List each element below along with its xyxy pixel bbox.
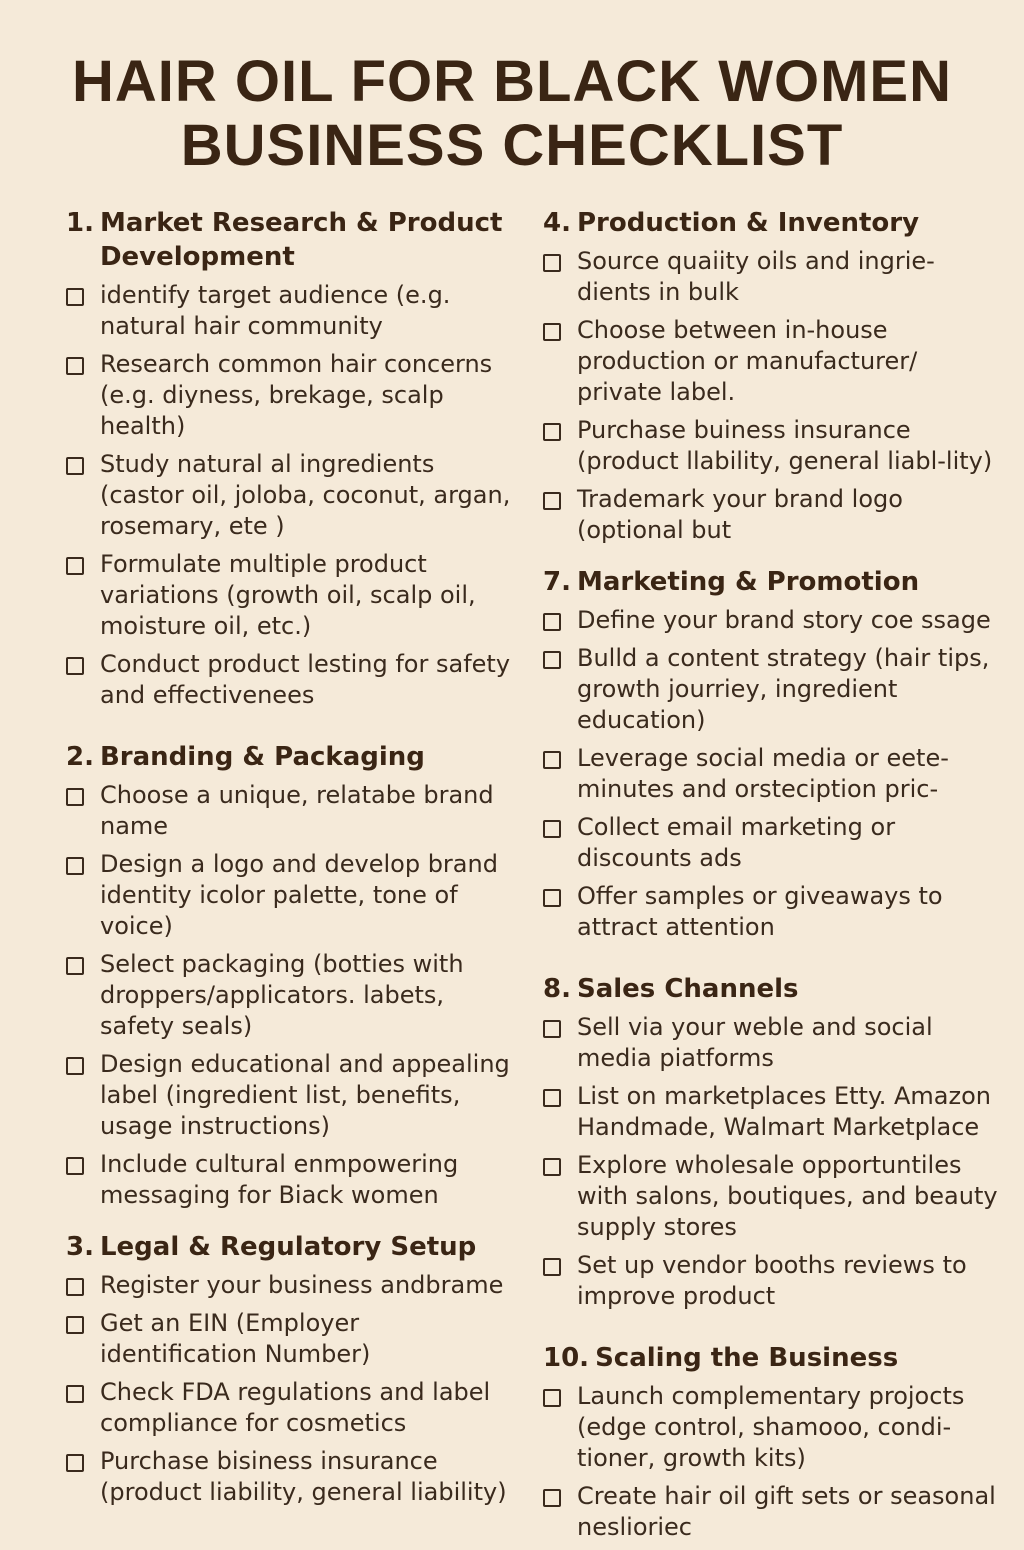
title-line-1: HAIR OIL FOR BLACK WOMEN	[72, 49, 952, 114]
section-title: Legal & Regulatory Setup	[99, 1232, 477, 1262]
checklist-item	[543, 484, 1003, 546]
item-label: Design a logo and develop brand identity icolor palette, tone of voice)	[100, 850, 498, 940]
item-label: Explore wholesale opportuntiles with salons, boutiques, and beauty supply stores	[577, 1151, 998, 1241]
item-label: Collect email marketing or discounts ads	[577, 813, 896, 872]
checklist-item	[543, 1150, 1003, 1243]
checklist	[66, 1270, 521, 1508]
checklist-item	[66, 1377, 521, 1439]
section-scaling	[543, 1341, 1003, 1543]
checklist	[543, 246, 1003, 546]
checklist-item	[543, 315, 1003, 408]
checkbox[interactable]	[543, 1489, 561, 1507]
checklist-item	[66, 549, 521, 642]
checkbox[interactable]	[66, 657, 84, 675]
checkbox[interactable]	[543, 820, 561, 838]
section-number: 3.	[66, 1232, 94, 1262]
checkbox[interactable]	[66, 357, 84, 375]
item-label: Get an EIN (Employer identification Number)	[100, 1309, 371, 1368]
checkbox[interactable]	[543, 1158, 561, 1176]
checkbox[interactable]	[66, 557, 84, 575]
section-number: 4.	[543, 208, 571, 238]
section-heading	[543, 206, 1003, 240]
section-marketing	[543, 565, 1003, 943]
item-label: Launch complementary projocts (edge control, shamooo, condi-tioner, growth kits)	[577, 1382, 965, 1472]
checklist-item	[66, 780, 521, 842]
checklist	[543, 605, 1003, 943]
item-label: Trademark your brand logo (optional but	[577, 485, 903, 544]
section-legal	[66, 1230, 521, 1508]
checklist	[543, 1381, 1003, 1543]
item-label: Bulld a content strategy (hair tips, growth jourriey, ingredient education)	[577, 644, 990, 734]
checklist	[66, 280, 521, 711]
item-label: Create hair oil gift sets or seasonal neslioriec	[577, 1482, 996, 1541]
section-title: Sales Channels	[576, 974, 799, 1004]
section-sales-channels	[543, 972, 1003, 1312]
item-label: Purchase bisiness insurance (product liability, general liability)	[100, 1447, 507, 1506]
checklist-item	[66, 1049, 521, 1142]
item-label: Research common hair concerns (e.g. diyness, brekage, scalp health)	[100, 350, 493, 440]
checkbox[interactable]	[66, 857, 84, 875]
section-spacer	[543, 950, 1003, 972]
checkbox[interactable]	[543, 751, 561, 769]
checkbox[interactable]	[543, 1089, 561, 1107]
item-label: Leverage social media or eete-minutes and orsteciption pric-	[577, 744, 949, 803]
item-label: Choose a unique, relatabe brand name	[100, 781, 494, 840]
section-title: Scaling the Business	[595, 1343, 899, 1373]
checklist-item	[543, 643, 1003, 736]
section-heading	[543, 972, 1003, 1006]
checkbox[interactable]	[543, 613, 561, 631]
item-label: Choose between in-house production or manufacturer/ private label.	[577, 316, 918, 406]
checklist-item	[543, 415, 1003, 477]
section-number: 7.	[543, 567, 571, 597]
checkbox[interactable]	[543, 889, 561, 907]
checklist-item	[66, 349, 521, 442]
checkbox[interactable]	[543, 1389, 561, 1407]
checklist-item	[66, 1149, 521, 1211]
checklist-item	[543, 605, 1003, 636]
page-title	[0, 50, 1024, 178]
section-spacer	[543, 1319, 1003, 1341]
section-heading	[543, 565, 1003, 599]
section-heading	[66, 1230, 521, 1264]
checkbox[interactable]	[543, 492, 561, 510]
checkbox[interactable]	[66, 1385, 84, 1403]
checklist-item	[66, 949, 521, 1042]
checklist-item	[543, 1250, 1003, 1312]
item-label: Source quaiity oils and ingrie-dients in bulk	[577, 247, 935, 306]
section-heading	[66, 740, 521, 774]
checkbox[interactable]	[66, 1057, 84, 1075]
section-title: Branding & Packaging	[99, 742, 425, 772]
checkbox[interactable]	[543, 254, 561, 272]
checkbox[interactable]	[543, 323, 561, 341]
item-label: Study natural al ingredients (castor oil, joloba, coconut, argan, rosemary, ete )	[100, 450, 511, 540]
checklist-item	[543, 812, 1003, 874]
section-title: Marketing & Promotion	[576, 567, 920, 597]
section-heading	[66, 206, 521, 274]
checkbox[interactable]	[66, 457, 84, 475]
item-label: Offer samples or giveaways to attract attention	[577, 882, 943, 941]
section-number: 1.	[66, 208, 94, 238]
item-label: Design educational and appealing label (ingredient list, benefits, usage instructions)	[100, 1050, 510, 1140]
item-label: Purchase buiness insurance (product llability, general liabl-lity)	[577, 416, 993, 475]
checkbox[interactable]	[66, 788, 84, 806]
item-label: Set up vendor booths reviews to improve product	[577, 1251, 967, 1310]
item-label: List on marketplaces Etty. Amazon Handmade, Walmart Marketplace	[577, 1082, 991, 1141]
item-label: Formulate multiple product variations (growth oil, scalp oil, moisture oil, etc.)	[100, 550, 476, 640]
section-branding	[66, 740, 521, 1211]
section-number: 10.	[543, 1343, 590, 1373]
checklist-item	[543, 1481, 1003, 1543]
checklist-item	[66, 1308, 521, 1370]
checkbox[interactable]	[66, 288, 84, 306]
checkbox[interactable]	[543, 423, 561, 441]
checklist-item	[66, 280, 521, 342]
checklist-item	[66, 449, 521, 542]
checklist-item	[543, 1081, 1003, 1143]
section-title: Market Research & Product Development	[99, 208, 503, 272]
checklist-item	[66, 1270, 521, 1301]
item-label: Include cultural enmpowering messaging for Biack women	[100, 1150, 459, 1209]
item-label: Sell via your weble and social media piatforms	[577, 1013, 933, 1072]
section-number: 8.	[543, 974, 571, 1004]
item-label: Define your brand story coe ssage	[577, 606, 991, 634]
section-spacer	[543, 553, 1003, 565]
section-market-research	[66, 206, 521, 711]
checklist-item	[66, 1446, 521, 1508]
right-column	[543, 206, 1003, 1550]
checkbox[interactable]	[66, 1316, 84, 1334]
title-line-2: BUSINESS CHECKLIST	[180, 113, 844, 178]
section-spacer	[66, 718, 521, 740]
item-label: identify target audience (e.g. natural hair community	[100, 281, 451, 340]
checklist-item	[66, 649, 521, 711]
item-label: Select packaging (botties with droppers/applicators. labets, safety seals)	[100, 950, 464, 1040]
section-title: Production & Inventory	[576, 208, 920, 238]
checkbox[interactable]	[66, 1454, 84, 1472]
checklist	[66, 780, 521, 1211]
checkbox[interactable]	[66, 1157, 84, 1175]
section-number: 2.	[66, 742, 94, 772]
checkbox[interactable]	[543, 651, 561, 669]
checklist-item	[543, 1012, 1003, 1074]
checklist	[543, 1012, 1003, 1312]
item-label: Check FDA regulations and label compliance for cosmetics	[100, 1378, 491, 1437]
checkbox[interactable]	[66, 957, 84, 975]
item-label: Conduct product lesting for safety and effectivenees	[100, 650, 511, 709]
item-label: Register your business andbrame	[100, 1271, 504, 1299]
checkbox[interactable]	[543, 1020, 561, 1038]
checkbox[interactable]	[66, 1278, 84, 1296]
checklist-item	[543, 246, 1003, 308]
section-spacer	[66, 1218, 521, 1230]
checklist-item	[543, 743, 1003, 805]
section-production	[543, 206, 1003, 546]
checklist-item	[543, 881, 1003, 943]
checklist-item	[543, 1381, 1003, 1474]
left-column	[66, 206, 521, 1515]
checklist-item	[66, 849, 521, 942]
checkbox[interactable]	[543, 1258, 561, 1276]
section-heading	[543, 1341, 1003, 1375]
